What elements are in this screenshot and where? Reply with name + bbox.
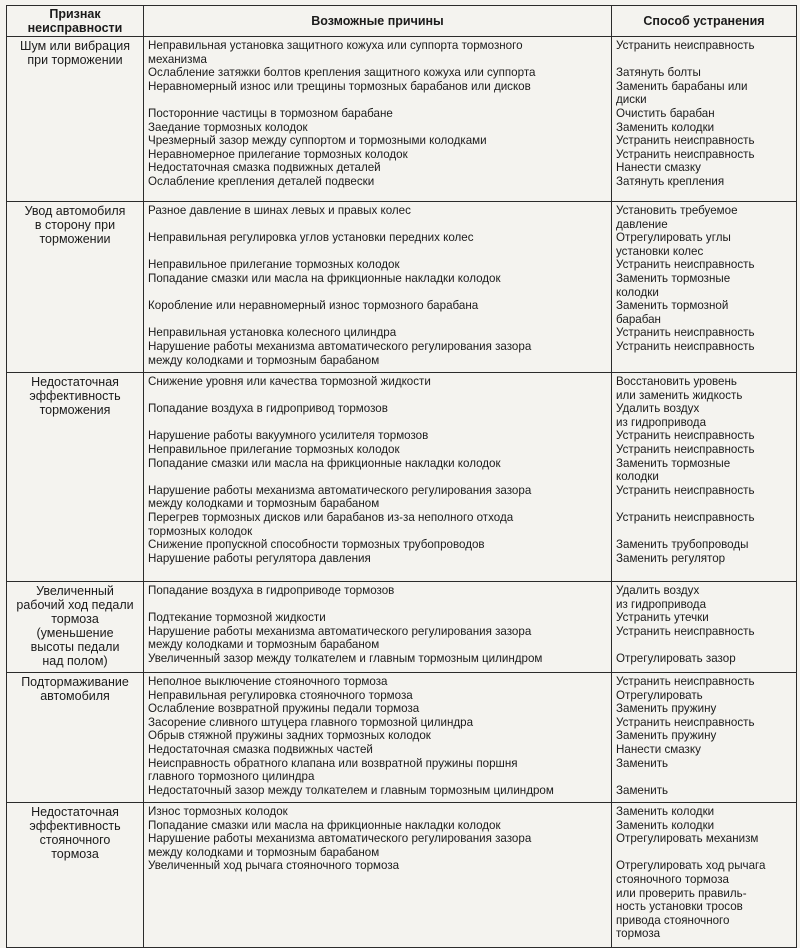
remedy-line: Заменить пружину	[616, 729, 717, 743]
remedy-line: Нанести смазку	[616, 742, 701, 756]
remedy-line: Заменить регулятор	[616, 551, 726, 565]
cause-line: Попадание воздуха в гидропривод тормозов	[148, 402, 388, 416]
fault-group-row	[7, 803, 797, 948]
cause-line: Засорение сливного штуцера главного тормозной цилиндра	[148, 715, 474, 729]
remedies-cell	[612, 582, 797, 673]
symptom-cell: Недостаточная эффективность торможения	[7, 373, 144, 582]
cause-line: Неисправность обратного клапана или возвратной пружины поршня	[148, 756, 518, 770]
remedy-line: или проверить правиль-	[616, 886, 747, 900]
cause-line: Нарушение работы механизма автоматического регулирования зазора	[148, 339, 532, 353]
cause-line: между колодками и тормозным барабаном	[148, 845, 380, 859]
cause-line: Неправильная установка колесного цилиндра	[148, 326, 397, 340]
remedy-line: Заменить колодки	[616, 805, 715, 818]
cause-line: Разное давление в шинах левых и правых колес	[148, 204, 411, 217]
cause-line: главного тормозного цилиндра	[148, 770, 315, 784]
cause-line	[148, 93, 607, 107]
fault-table-body	[7, 37, 797, 948]
causes-cell	[144, 37, 612, 202]
cause-line: Заедание тормозных колодок	[148, 120, 308, 134]
remedy-line: Заменить барабаны или	[616, 79, 748, 93]
remedy-line: Устранить неисправность	[616, 134, 755, 148]
remedy-line: Устранить неисправность	[616, 624, 755, 638]
remedy-line: Устранить неисправность	[616, 483, 755, 497]
remedy-line: Очистить барабан	[616, 106, 715, 120]
cause-line: Снижение пропускной способности тормозных трубопроводов	[148, 538, 485, 552]
remedy-line: Отрегулировать	[616, 688, 703, 702]
cause-line: Увеличенный зазор между толкателем и главным тормозным цилиндром	[148, 651, 543, 665]
cause-line: Нарушение работы вакуумного усилителя тормозов	[148, 429, 429, 443]
cause-line	[148, 914, 607, 928]
remedy-line: Устранить неисправность	[616, 326, 755, 340]
remedy-line: привода стояночного	[616, 913, 730, 927]
cause-line: Посторонние частицы в тормозном барабане	[148, 106, 393, 120]
remedy-line	[616, 497, 792, 511]
remedy-line: Устранить неисправность	[616, 715, 755, 729]
remedy-line: диски	[616, 93, 647, 107]
cause-line: Недостаточная смазка подвижных частей	[148, 742, 373, 756]
cause-line	[148, 927, 607, 941]
remedy-line	[616, 354, 792, 368]
cause-line	[148, 470, 607, 484]
causes-cell	[144, 673, 612, 803]
remedy-line: установки колес	[616, 244, 704, 258]
remedy-line: колодки	[616, 470, 659, 484]
cause-line	[148, 218, 607, 232]
cause-line: Попадание воздуха в гидроприводе тормозов	[148, 584, 395, 597]
fault-group-row	[7, 582, 797, 673]
cause-line: Коробление или неравномерный износ тормозного барабана	[148, 299, 479, 313]
remedy-line	[616, 638, 792, 652]
remedy-line	[616, 525, 792, 539]
remedy-line	[616, 770, 792, 784]
symptom-cell: Увод автомобиля в сторону при торможении	[7, 202, 144, 373]
remedy-line: стояночного тормоза	[616, 872, 729, 886]
cause-line: Попадание смазки или масла на фрикционные накладки колодок	[148, 818, 501, 832]
symptom-cell: Увеличенный рабочий ход педали тормоза (уменьшение высоты педали над полом)	[7, 582, 144, 673]
remedy-line: Заменить	[616, 756, 669, 770]
cause-line: Неравномерное прилегание тормозных колодок	[148, 147, 408, 161]
cause-line: Неравномерный износ или трещины тормозных барабанов или дисков	[148, 79, 531, 93]
remedies-cell	[612, 373, 797, 582]
cause-line: тормозных колодок	[148, 524, 253, 538]
remedy-line: Отрегулировать углы	[616, 231, 731, 245]
remedy-line: Устранить утечки	[616, 611, 709, 625]
symptom-cell: Шум или вибрация при торможении	[7, 37, 144, 202]
remedy-line: Заменить пружину	[616, 702, 717, 716]
remedy-line: барабан	[616, 312, 661, 326]
remedy-line: Заменить тормозной	[616, 299, 729, 313]
remedy-line: Заменить	[616, 783, 669, 797]
cause-line: Неправильное прилегание тормозных колодок	[148, 258, 400, 272]
cause-line: Нарушение работы механизма автоматического регулирования зазора	[148, 624, 532, 638]
causes-cell	[144, 202, 612, 373]
fault-group-row	[7, 373, 797, 582]
remedy-line: тормоза	[616, 927, 661, 941]
fault-group-row	[7, 673, 797, 803]
cause-line: Недостаточный зазор между толкателем и главным тормозным цилиндром	[148, 783, 554, 797]
cause-line: Неполное выключение стояночного тормоза	[148, 675, 388, 688]
cause-line: Попадание смазки или масла на фрикционные накладки колодок	[148, 271, 501, 285]
remedy-line: Заменить тормозные	[616, 271, 731, 285]
remedy-line: Заменить колодки	[616, 818, 715, 832]
header-remedy: Способ устранения	[612, 6, 797, 37]
fault-group-row	[7, 37, 797, 202]
remedies-cell	[612, 673, 797, 803]
cause-line	[148, 416, 607, 430]
cause-line	[148, 245, 607, 259]
cause-line: механизма	[148, 52, 207, 66]
cause-line: между колодками и тормозным барабаном	[148, 353, 380, 367]
remedy-line	[616, 53, 792, 67]
cause-line: Неправильное прилегание тормозных колодок	[148, 442, 400, 456]
remedy-line: Устранить неисправность	[616, 675, 755, 688]
remedy-line: ность установки тросов	[616, 900, 743, 914]
remedy-line: Устранить неисправность	[616, 339, 755, 353]
remedy-line	[616, 846, 792, 860]
cause-line: Износ тормозных колодок	[148, 805, 288, 818]
remedy-line: Отрегулировать ход рычага	[616, 859, 766, 873]
causes-cell	[144, 582, 612, 673]
cause-line: Ослабление крепления деталей подвески	[148, 174, 375, 188]
remedy-line: Установить требуемое	[616, 204, 738, 217]
remedy-line: колодки	[616, 285, 659, 299]
remedies-cell	[612, 803, 797, 948]
causes-cell	[144, 803, 612, 948]
cause-line: Чрезмерный зазор между суппортом и тормозными колодками	[148, 134, 487, 148]
remedy-line: Отрегулировать зазор	[616, 651, 736, 665]
remedy-line: Устранить неисправность	[616, 510, 755, 524]
cause-line: Перегрев тормозных дисков или барабанов из-за неполного отхода	[148, 510, 514, 524]
cause-line	[148, 900, 607, 914]
remedy-line: Нанести смазку	[616, 161, 701, 175]
remedy-line: Удалить воздух	[616, 402, 700, 416]
remedy-line: Затянуть крепления	[616, 174, 725, 188]
remedy-line: Заменить колодки	[616, 120, 715, 134]
header-row	[7, 6, 797, 37]
cause-line: Ослабление возвратной пружины педали тормоза	[148, 702, 420, 716]
remedy-line: Удалить воздух	[616, 584, 700, 597]
header-symptom: Признак неисправности	[7, 6, 144, 37]
fault-group-row	[7, 202, 797, 373]
remedy-line: Устранить неисправность	[616, 429, 755, 443]
cause-line	[148, 389, 607, 403]
remedy-line: Заменить тормозные	[616, 456, 731, 470]
remedy-line: Затянуть болты	[616, 66, 701, 80]
cause-line: Нарушение работы регулятора давления	[148, 551, 371, 565]
remedy-line: из гидропривода	[616, 415, 707, 429]
symptom-cell: Недостаточная эффективность стояночного тормоза	[7, 803, 144, 948]
cause-line: Снижение уровня или качества тормозной жидкости	[148, 375, 431, 388]
cause-line	[148, 286, 607, 300]
remedies-cell	[612, 202, 797, 373]
cause-line: Нарушение работы механизма автоматического регулирования зазора	[148, 483, 532, 497]
cause-line: Неправильная установка защитного кожуха или суппорта тормозного	[148, 39, 523, 52]
remedy-line: Устранить неисправность	[616, 258, 755, 272]
cause-line	[148, 313, 607, 327]
fault-table	[6, 5, 797, 948]
causes-cell	[144, 373, 612, 582]
cause-line: Неправильная регулировка углов установки передних колес	[148, 231, 474, 245]
cause-line: Неправильная регулировка стояночного тормоза	[148, 688, 413, 702]
remedy-line: Заменить трубопроводы	[616, 538, 749, 552]
remedy-line: Устранить неисправность	[616, 147, 755, 161]
remedy-line: или заменить жидкость	[616, 388, 743, 402]
cause-line	[148, 887, 607, 901]
cause-line: Увеличенный ход рычага стояночного тормоза	[148, 859, 400, 873]
remedy-line: из гидропривода	[616, 597, 707, 611]
cause-line: Обрыв стяжной пружины задних тормозных колодок	[148, 729, 431, 743]
cause-line: Подтекание тормозной жидкости	[148, 611, 326, 625]
cause-line	[148, 873, 607, 887]
header-causes: Возможные причины	[144, 6, 612, 37]
cause-line: Недостаточная смазка подвижных деталей	[148, 161, 381, 175]
cause-line: Ослабление затяжки болтов крепления защитного кожуха или суппорта	[148, 66, 536, 80]
remedies-cell	[612, 37, 797, 202]
cause-line: между колодками и тормозным барабаном	[148, 638, 380, 652]
cause-line: Нарушение работы механизма автоматического регулирования зазора	[148, 832, 532, 846]
cause-line: между колодками и тормозным барабаном	[148, 497, 380, 511]
remedy-line: Восстановить уровень	[616, 375, 737, 388]
remedy-line: Устранить неисправность	[616, 39, 755, 52]
symptom-cell: Подтормаживание автомобиля	[7, 673, 144, 803]
remedy-line: Устранить неисправность	[616, 442, 755, 456]
cause-line: Попадание смазки или масла на фрикционные накладки колодок	[148, 456, 501, 470]
remedy-line: давление	[616, 217, 668, 231]
remedy-line: Отрегулировать механизм	[616, 832, 759, 846]
cause-line	[148, 598, 607, 612]
